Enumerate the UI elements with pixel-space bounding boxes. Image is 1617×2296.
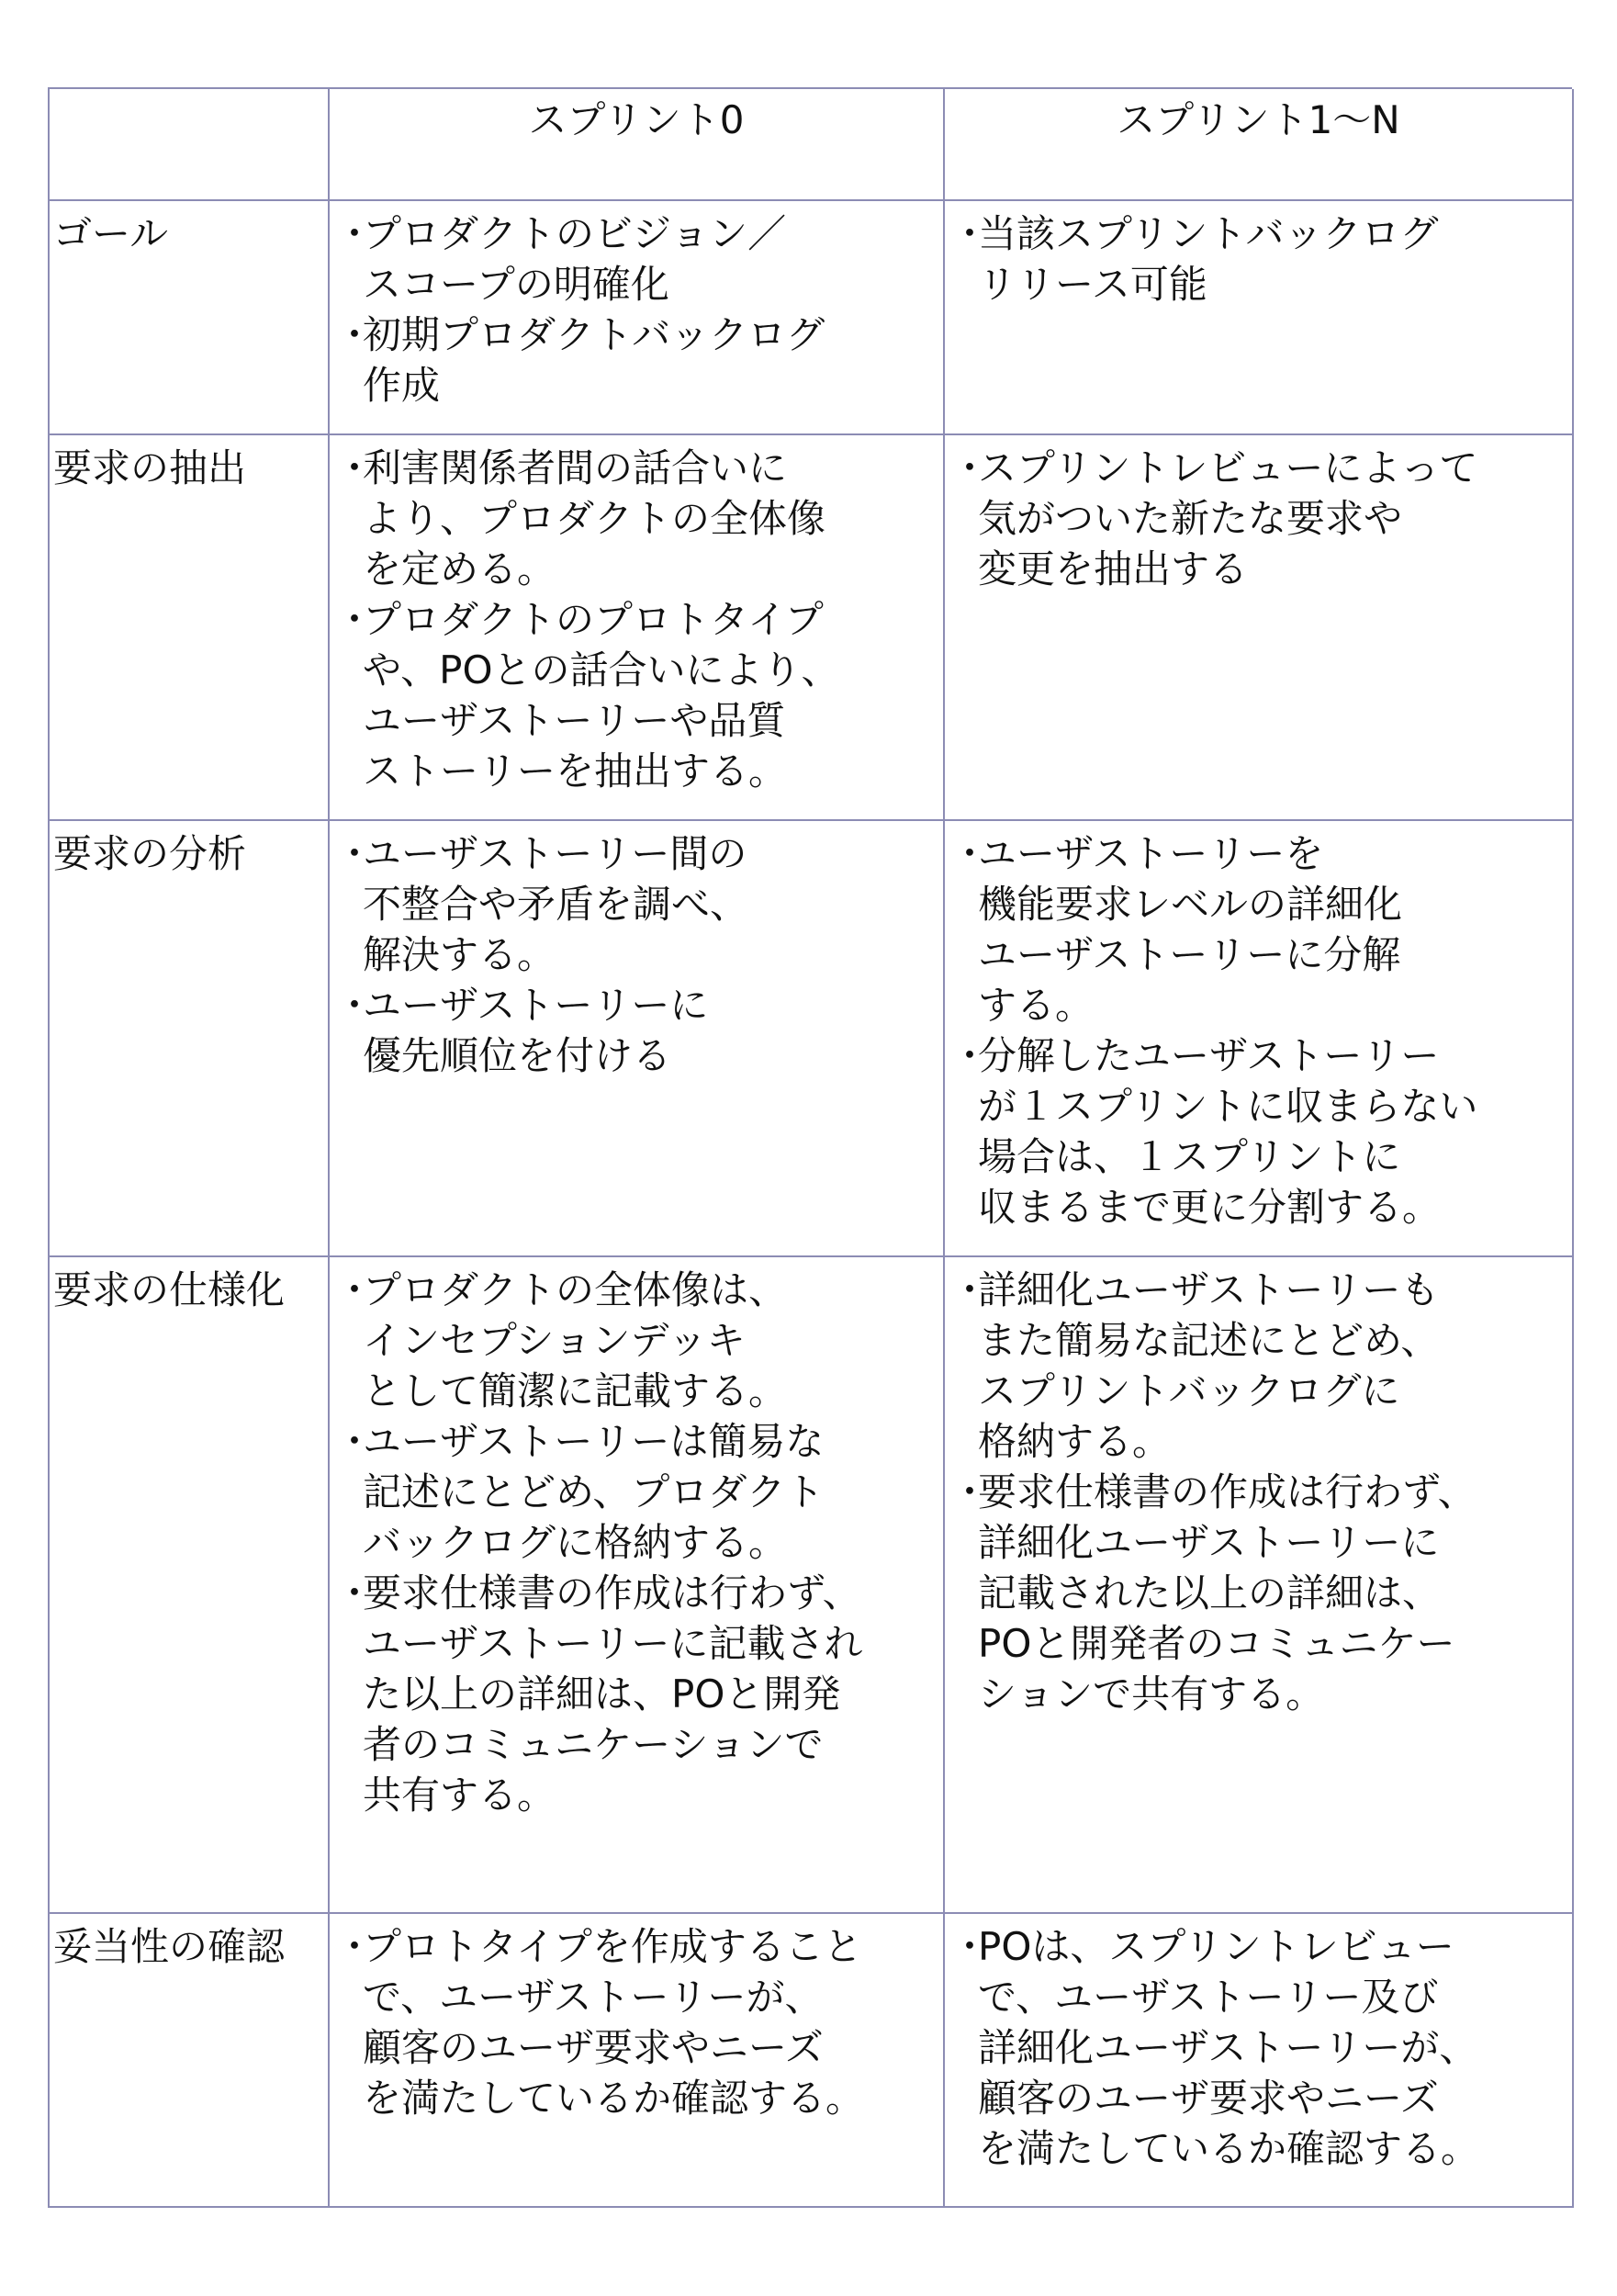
bullet-line: スプリントレビューによって: [978, 445, 1478, 490]
bullet-line: スプリントバックログに: [978, 1368, 1400, 1413]
bullet-line: で、ユーザストーリーが、: [363, 1975, 824, 2020]
bullet-line: 初期プロダクトバックログ: [363, 312, 825, 357]
header-sprint0: スプリント0: [330, 89, 945, 201]
bullet-text: [363, 980, 938, 1081]
bullet-line: ユーザストーリーや品質: [363, 698, 786, 743]
bullet-item: [335, 1921, 938, 2123]
bullet-line: ションで共有する。: [978, 1671, 1325, 1716]
bullet-text: [978, 1467, 1566, 1719]
bullet-mark: ・: [335, 1570, 375, 1615]
bullet-item: [950, 1265, 1566, 1467]
bullet-line: ユーザストーリーを: [978, 831, 1324, 876]
sprint0-cell: [330, 1257, 945, 1914]
bullet-item: [950, 1921, 1566, 2174]
bullet-line: 当該スプリントバックログ: [978, 211, 1439, 256]
bullet-line: POは、スプリントレビュー: [978, 1924, 1454, 1969]
bullet-mark: ・: [335, 312, 375, 357]
bullet-list: [335, 443, 938, 796]
bullet-item: [950, 208, 1566, 310]
bullet-line: ユーザストーリーは簡易な: [363, 1419, 825, 1464]
bullet-item: [335, 980, 938, 1081]
bullet-mark: ・: [950, 1469, 990, 1514]
bullet-line: 作成: [363, 363, 441, 408]
bullet-line: ユーザストーリーに: [363, 983, 709, 1028]
bullet-text: [363, 1265, 938, 1416]
bullet-item: [335, 1568, 938, 1820]
row-label: 妥当性の確認: [50, 1914, 330, 2208]
bullet-list: [335, 208, 938, 411]
bullet-text: [363, 594, 938, 796]
bullet-line: 解決する。: [363, 932, 556, 977]
bullet-line: POと開発者のコミュニケー: [978, 1621, 1455, 1666]
bullet-line: を定める。: [363, 546, 556, 591]
bullet-text: [363, 208, 938, 310]
sprint1-n-cell: [945, 201, 1574, 435]
bullet-line: 記述にとどめ、プロダクト: [363, 1469, 825, 1514]
header-sprint1-n: スプリント1〜N: [945, 89, 1574, 201]
bullet-text: [978, 1265, 1566, 1467]
sprint0-cell: [330, 201, 945, 435]
bullet-mark: ・: [335, 983, 375, 1028]
bullet-mark: ・: [950, 831, 990, 876]
bullet-item: [950, 1467, 1566, 1719]
bullet-line: を満たしているか確認する。: [363, 2076, 865, 2121]
bullet-text: [363, 310, 938, 411]
bullet-mark: ・: [950, 1267, 990, 1312]
bullet-line: や、POとの話合いにより、: [363, 647, 840, 692]
sprint0-cell: [330, 1914, 945, 2208]
bullet-text: [978, 828, 1566, 1030]
bullet-list: [335, 828, 938, 1081]
bullet-line: 不整合や矛盾を調べ、: [363, 882, 749, 927]
bullet-list: [950, 208, 1566, 310]
bullet-line: 格納する。: [978, 1419, 1172, 1464]
sprint0-cell: [330, 821, 945, 1257]
bullet-line: 気がついた新たな要求や: [978, 496, 1403, 541]
bullet-line: 要求仕様書の作成は行わず、: [978, 1469, 1477, 1514]
sprint1-n-cell: [945, 1914, 1574, 2208]
sprint1-n-cell: [945, 435, 1574, 821]
bullet-line: プロダクトのプロトタイプ: [363, 597, 824, 642]
bullet-line: 変更を抽出する: [978, 546, 1249, 591]
bullet-line: ユーザストーリーに記載され: [363, 1621, 863, 1666]
bullet-line: 場合は、１スプリントに: [978, 1134, 1401, 1179]
bullet-line: 機能要求レベルの詳細化: [978, 882, 1403, 927]
bullet-line: インセプションデッキ: [363, 1318, 746, 1363]
bullet-item: [335, 208, 938, 310]
bullet-line: として簡潔に記載する。: [363, 1368, 788, 1413]
bullet-mark: ・: [950, 211, 990, 256]
bullet-line: 収まるまで更に分割する。: [978, 1185, 1442, 1230]
bullet-text: [978, 208, 1566, 310]
sprint1-n-cell: [945, 821, 1574, 1257]
bullet-mark: ・: [335, 831, 375, 876]
bullet-line: 分解したユーザストーリー: [978, 1033, 1440, 1078]
bullet-line: を満たしているか確認する。: [978, 2126, 1480, 2171]
bullet-line: 詳細化ユーザストーリーも: [978, 1267, 1440, 1312]
bullet-mark: ・: [335, 1419, 375, 1464]
bullet-line: ユーザストーリー間の: [363, 831, 747, 876]
bullet-line: が１スプリントに収まらない: [978, 1084, 1478, 1129]
bullet-line: ストーリーを抽出する。: [363, 748, 788, 793]
bullet-list: [335, 1265, 938, 1820]
sprint1-n-cell: [945, 1257, 1574, 1914]
bullet-line: 顧客のユーザ要求やニーズ: [363, 2025, 824, 2070]
bullet-line: また簡易な記述にとどめ、: [978, 1318, 1440, 1363]
bullet-line: より、プロダクトの全体像: [363, 496, 826, 541]
bullet-item: [335, 828, 938, 980]
bullet-text: [978, 443, 1566, 594]
row-label: ゴール: [50, 201, 330, 435]
bullet-line: スコープの明確化: [363, 262, 669, 307]
bullet-list: [335, 1921, 938, 2123]
row-label: 要求の抽出: [50, 435, 330, 821]
bullet-mark: ・: [335, 445, 375, 490]
bullet-text: [978, 1921, 1566, 2174]
bullet-line: する。: [978, 983, 1095, 1028]
bullet-line: た以上の詳細は、POと開発: [363, 1671, 841, 1716]
bullet-line: 顧客のユーザ要求やニーズ: [978, 2076, 1439, 2121]
bullet-text: [363, 1568, 938, 1820]
bullet-line: 詳細化ユーザストーリーに: [978, 1520, 1440, 1565]
bullet-line: 記載された以上の詳細は、: [978, 1570, 1442, 1615]
bullet-item: [950, 1030, 1566, 1232]
bullet-item: [335, 1265, 938, 1416]
bullet-mark: ・: [335, 211, 375, 256]
bullet-list: [950, 1921, 1566, 2174]
bullet-text: [363, 1921, 938, 2123]
bullet-list: [950, 443, 1566, 594]
bullet-line: バックログに格納する。: [363, 1520, 788, 1565]
bullet-item: [335, 594, 938, 796]
bullet-line: 詳細化ユーザストーリーが、: [978, 2025, 1478, 2070]
bullet-list: [950, 1265, 1566, 1719]
comparison-table: [48, 87, 1572, 2208]
bullet-item: [950, 828, 1566, 1030]
bullet-line: プロダクトの全体像は、: [363, 1267, 788, 1312]
bullet-item: [335, 310, 938, 411]
header-empty-cell: [50, 89, 330, 201]
bullet-item: [950, 443, 1566, 594]
bullet-line: 優先順位を付ける: [363, 1033, 672, 1078]
bullet-text: [363, 443, 938, 594]
bullet-mark: ・: [950, 1924, 990, 1969]
bullet-line: 者のコミュニケーションで: [363, 1722, 824, 1767]
bullet-line: 利害関係者間の話合いに: [363, 445, 788, 490]
bullet-mark: ・: [335, 597, 375, 642]
bullet-item: [335, 1416, 938, 1568]
bullet-line: 共有する。: [363, 1773, 556, 1818]
bullet-mark: ・: [335, 1924, 375, 1969]
bullet-text: [363, 828, 938, 980]
row-label: 要求の仕様化: [50, 1257, 330, 1914]
bullet-line: 要求仕様書の作成は行わず、: [363, 1570, 861, 1615]
bullet-line: プロダクトのビジョン／: [363, 211, 787, 256]
bullet-mark: ・: [950, 1033, 990, 1078]
row-label: 要求の分析: [50, 821, 330, 1257]
bullet-line: リリース可能: [978, 262, 1207, 307]
bullet-text: [978, 1030, 1566, 1232]
sprint0-cell: [330, 435, 945, 821]
bullet-mark: ・: [335, 1267, 375, 1312]
bullet-text: [363, 1416, 938, 1568]
bullet-line: プロトタイプを作成すること: [363, 1924, 862, 1969]
bullet-line: ユーザストーリーに分解: [978, 932, 1401, 977]
bullet-mark: ・: [950, 445, 990, 490]
bullet-list: [950, 828, 1566, 1232]
bullet-item: [335, 443, 938, 594]
bullet-line: で、ユーザストーリー及び: [978, 1975, 1439, 2020]
